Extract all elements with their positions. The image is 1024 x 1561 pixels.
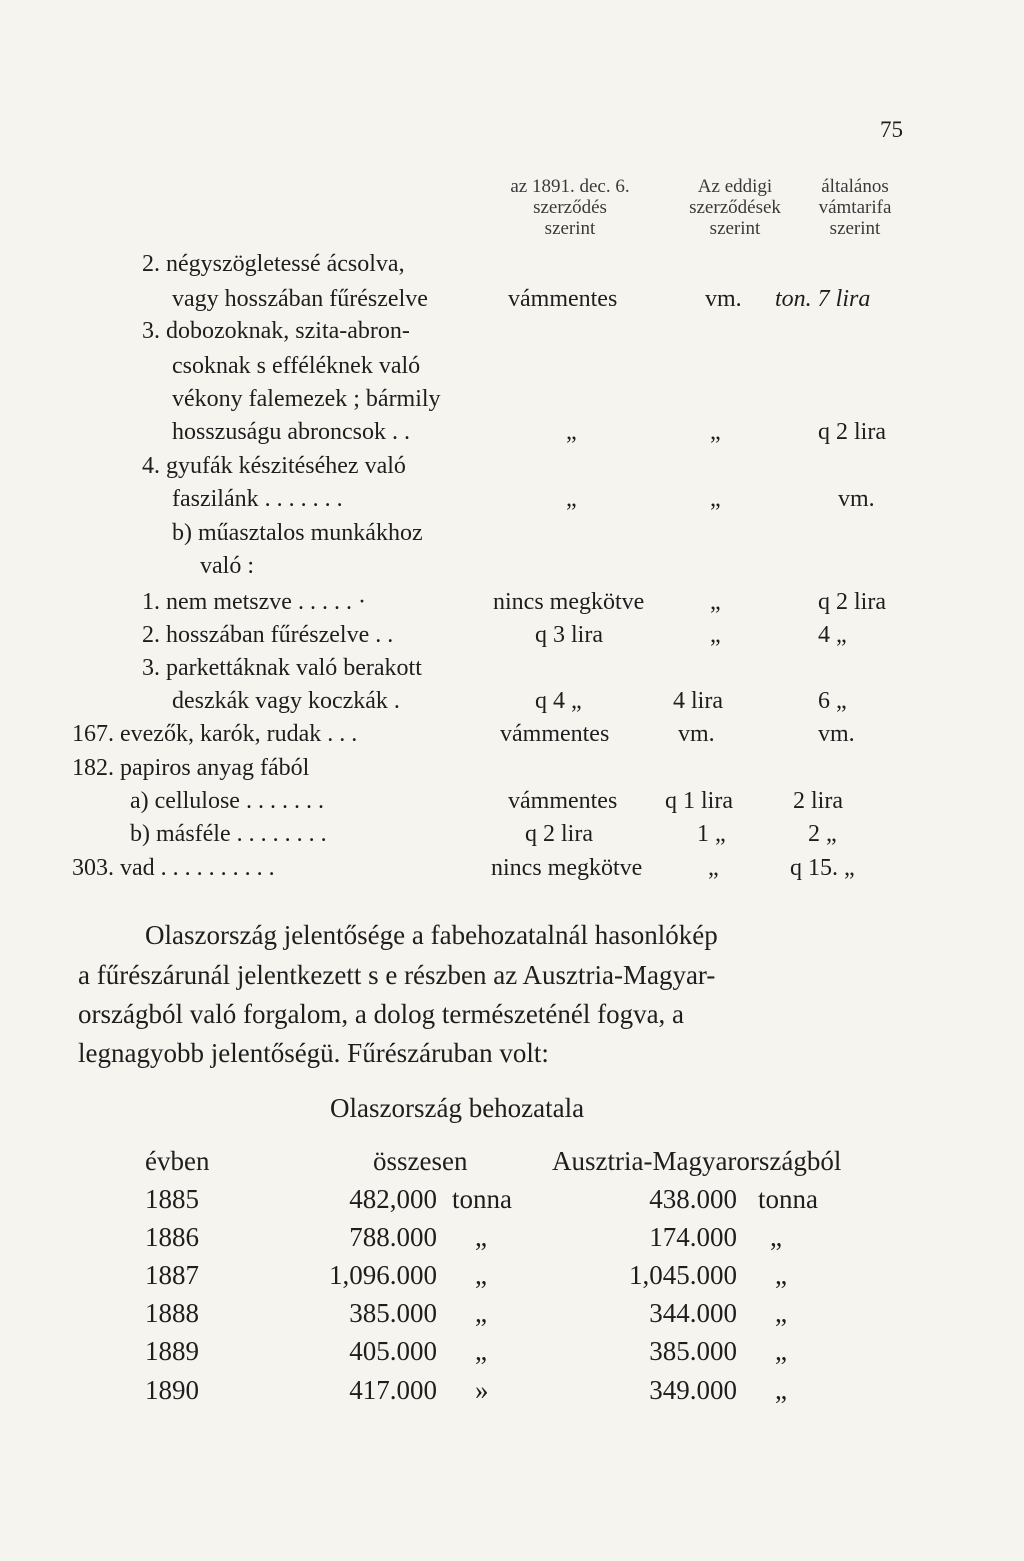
- tariff-row-label: 182. papiros anyag fából: [72, 755, 310, 781]
- tariff-row-label: b) műasztalos munkákhoz: [172, 520, 423, 546]
- tariff-value-general: vm.: [838, 486, 875, 512]
- table-cell-total: 482,000: [349, 1184, 437, 1214]
- header-line: szerint: [544, 218, 596, 239]
- header-line: az 1891. dec. 6.: [510, 176, 630, 197]
- paragraph-line: legnagyobb jelentőségü. Fűrészáruban volt:: [78, 1038, 549, 1068]
- table-cell-austria: 349.000: [649, 1375, 737, 1405]
- column-header-total: összesen: [373, 1146, 468, 1176]
- table-cell-year: 1885: [145, 1184, 199, 1214]
- tariff-value-general: 6 „: [818, 688, 847, 714]
- header-line: szerződések: [689, 197, 781, 218]
- tariff-row-label: a) cellulose . . . . . . .: [130, 788, 324, 814]
- table-cell-total-unit: »: [475, 1375, 489, 1405]
- tariff-value-previous: „: [710, 589, 721, 615]
- tariff-row-label: 2. hosszában fűrészelve . .: [142, 622, 394, 648]
- table-cell-total: 788.000: [349, 1222, 437, 1252]
- tariff-row-label: deszkák vagy koczkák .: [172, 688, 400, 714]
- import-table-title: Olaszország behozatala: [330, 1093, 585, 1123]
- tariff-value-previous: vm.: [678, 721, 715, 747]
- table-cell-year: 1890: [145, 1375, 199, 1405]
- paragraph-line: országból való forgalom, a dolog természeténél fogva, a: [78, 999, 685, 1029]
- tariff-value-previous: q 1 lira: [665, 788, 733, 814]
- table-cell-austria: 385.000: [649, 1336, 737, 1366]
- tariff-value-1891: nincs megkötve: [491, 855, 643, 881]
- table-cell-austria-unit: tonna: [758, 1184, 818, 1214]
- table-cell-austria: 438.000: [649, 1184, 737, 1214]
- tariff-value-previous: 4 lira: [673, 688, 723, 714]
- tariff-value-previous: vm.: [705, 286, 742, 312]
- header-line: szerint: [709, 218, 761, 239]
- column-header-austria-hungary: Ausztria-Magyarországból: [552, 1146, 842, 1176]
- tariff-value-general: 4 „: [818, 622, 847, 648]
- tariff-row-label: 2. négyszögletessé ácsolva,: [142, 251, 405, 277]
- tariff-value-previous: „: [710, 419, 721, 445]
- tariff-row-label: való :: [200, 553, 254, 579]
- tariff-value-1891: vámmentes: [508, 788, 618, 814]
- table-cell-austria-unit: „: [775, 1375, 787, 1405]
- paragraph-line: Olaszország jelentősége a fabehozatalnál hasonlókép: [145, 920, 718, 950]
- tariff-value-1891: nincs megkötve: [493, 589, 645, 615]
- tariff-value-general: ton. 7 lira: [775, 286, 871, 312]
- table-cell-austria: 344.000: [649, 1298, 737, 1328]
- table-cell-austria: 1,045.000: [629, 1260, 737, 1290]
- table-cell-austria-unit: „: [775, 1260, 787, 1290]
- tariff-row-label: 1. nem metszve . . . . . ·: [142, 589, 366, 615]
- tariff-value-general: q 2 lira: [818, 419, 886, 445]
- table-cell-year: 1888: [145, 1298, 199, 1328]
- tariff-value-previous: „: [710, 486, 721, 512]
- header-line: Az eddigi: [697, 176, 773, 197]
- table-cell-austria-unit: „: [770, 1222, 782, 1252]
- tariff-row-label: csoknak s efféléknek való: [172, 353, 421, 379]
- tariff-value-1891: q 2 lira: [525, 821, 593, 847]
- tariff-value-general: vm.: [818, 721, 855, 747]
- tariff-value-1891: „: [566, 486, 577, 512]
- paragraph-line: a fűrészárunál jelentkezett s e részben az Ausztria-Magyar-: [78, 960, 716, 990]
- tariff-value-general: 2 „: [808, 821, 837, 847]
- tariff-value-previous: 1 „: [697, 821, 726, 847]
- table-cell-total-unit: „: [475, 1298, 487, 1328]
- tariff-row-label: 3. dobozoknak, szita-abron-: [142, 318, 410, 344]
- tariff-row-label: 3. parkettáknak való berakott: [142, 655, 422, 681]
- tariff-value-general: q 15. „: [790, 855, 855, 881]
- tariff-row-label: hosszuságu abroncsok . .: [172, 419, 410, 445]
- tariff-value-1891: vámmentes: [508, 286, 618, 312]
- tariff-row-label: vékony falemezek ; bármily: [172, 386, 441, 412]
- tariff-row-label: 303. vad . . . . . . . . . .: [72, 855, 275, 881]
- table-cell-austria-unit: „: [775, 1336, 787, 1366]
- table-cell-total-unit: tonna: [452, 1184, 512, 1214]
- tariff-row-label: 167. evezők, karók, rudak . . .: [72, 721, 358, 747]
- table-cell-total: 1,096.000: [329, 1260, 437, 1290]
- table-cell-austria-unit: „: [775, 1298, 787, 1328]
- table-cell-total: 405.000: [349, 1336, 437, 1366]
- column-header-year: évben: [145, 1146, 210, 1176]
- page-number: 75: [880, 117, 903, 142]
- table-cell-total-unit: „: [475, 1336, 487, 1366]
- table-cell-austria: 174.000: [649, 1222, 737, 1252]
- table-cell-year: 1887: [145, 1260, 199, 1290]
- tariff-value-general: q 2 lira: [818, 589, 886, 615]
- tariff-value-1891: vámmentes: [500, 721, 610, 747]
- header-line: általános: [821, 176, 889, 197]
- table-cell-year: 1889: [145, 1336, 199, 1366]
- header-line: szerződés: [533, 197, 607, 218]
- tariff-value-previous: „: [708, 855, 719, 881]
- tariff-value-1891: „: [566, 419, 577, 445]
- tariff-value-general: 2 lira: [793, 788, 843, 814]
- table-cell-total-unit: „: [475, 1260, 487, 1290]
- tariff-value-1891: q 4 „: [535, 688, 582, 714]
- table-cell-year: 1886: [145, 1222, 199, 1252]
- tariff-row-label: 4. gyufák készitéséhez való: [142, 453, 406, 479]
- header-line: vámtarifa: [818, 197, 892, 218]
- header-line: szerint: [829, 218, 881, 239]
- table-cell-total: 385.000: [349, 1298, 437, 1328]
- tariff-row-label: b) másféle . . . . . . . .: [130, 821, 327, 847]
- table-cell-total: 417.000: [349, 1375, 437, 1405]
- tariff-row-label: vagy hosszában fűrészelve: [172, 286, 428, 312]
- table-cell-total-unit: „: [475, 1222, 487, 1252]
- tariff-value-1891: q 3 lira: [535, 622, 603, 648]
- tariff-row-label: faszilánk . . . . . . .: [172, 486, 343, 512]
- tariff-value-previous: „: [710, 622, 721, 648]
